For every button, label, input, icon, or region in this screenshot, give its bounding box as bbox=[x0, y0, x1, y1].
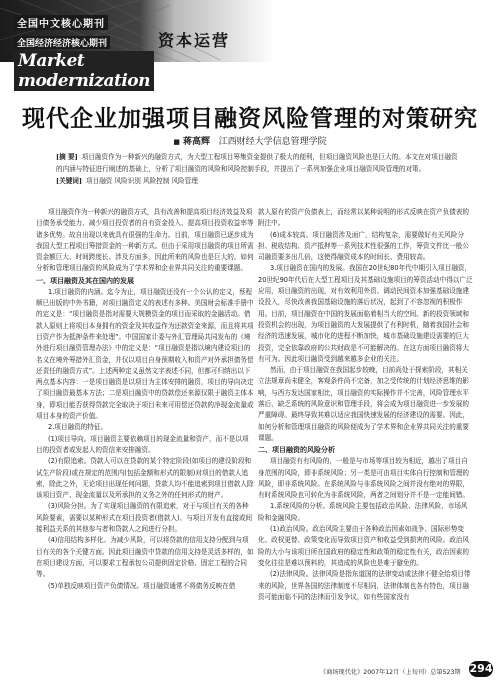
abstract bbox=[56, 151, 461, 175]
paragraph: (3)风险分担。为了实现项目融资的有限追索，对于与项目有关的各种风险要素，需要以某种形式在项目投资者(借款人)、与项目开发有直接或间接利益关系的其他参与者和贷款人之间进行分担。 bbox=[36, 502, 253, 534]
magazine-core-label-2: 全国经济经济核心期刊 bbox=[14, 36, 110, 49]
byline bbox=[0, 134, 500, 147]
journal-footer: 《商场现代化》2007年12月（上旬刊）总第523期 bbox=[320, 669, 461, 676]
magazine-logo bbox=[14, 12, 150, 91]
body-column-left bbox=[36, 207, 255, 592]
subsection-heading: 2.项目融资的特征。 bbox=[48, 423, 108, 432]
section-heading: 二、项目融资的风险分析 bbox=[258, 446, 335, 455]
subsection-heading: 1.项目融资的内涵。迄今为止，项目融资还没有一个公认的定义，蔡程顺已出版的中外书籍，对项目融资定义的表述有多种。美国财会标准手册中的定义是：“项目融资是指对需要大规模资金的项目而采取的金融活动。借款人原则上将项目本身拥有的资金及其收益作为还款资金来源，而且将其项目资产作为抵押条件来处理”。中国国家计委与外汇管理局共同发布的《境外进行项目融资管理办法》中的定义是：“项目融资是指以境内建设项目的名义在境外筹措外汇资金，并仅以项目自身预期收入和资产对外承担债务偿还责任的融资方式”。上述两种定义虽然文字表述不同，但都可归纳出以下两点基本内容：一是项目融资是以项目为主体安排的融资，项目的导向决定了项目融资最基本方法；二是项目融资中的贷款偿还来源仅限于融资主体本身，即项目能否获得贷款完全取决于项目未来可用偿还贷款的净现金流量或项目本身的资产价值。 bbox=[36, 287, 254, 421]
paragraph: (1)政治风险。政治风险主要由于各种政治因素如战争、国际形势变化、政权更替、政策变化而导致项目资产和收益受到损害的风险。政治风险的大小与该项目所在国政府的稳定性和政策的稳定性有关，政治因素的变化往往是难以预料的，其造成的风险也是难于避免的。 bbox=[258, 525, 469, 567]
subsection-heading: 1.系统风险的分析。系统风险主要包括政治风险、法律风险、市场风险和金融风险。 bbox=[258, 502, 468, 522]
paragraph: 款人原有的资产负债表上，而经常以某种说明的形式反映在资产负债表的附注中。 bbox=[258, 208, 469, 228]
paragraph: (5)单独反映项目资产负债情况。项目融资通常不将债务反映在借 bbox=[48, 581, 236, 590]
paragraph: 项目融资有有风险的，一般是与市场等项目较为相近，越出了项目自身范围的风险，即非系统风险；另一类是可由项目实体自行控制和管理的风险，即非系统风险。在系统风险与非系统风险之间并没有绝对的界限，有时系统风险也可转化为非系统风险，两者之间划分并不是一定能间错。 bbox=[258, 457, 469, 500]
paragraph: 然而，由于项目融资在我国起步较晚，目前尚处于探索阶段，其相关立法规章尚未健全，客观条件尚不完备，加之受传统的计划经济思维的影响，与西方发达国家相比，项目融资的实际操作并不完善，风险管理水平落后，缺乏系统的风险意识和管理手段，将会成为项目融资进一步发展的严重障碍。最终导致其难以适应我国快速发展的经济建设的需要。因此，如何分析和管理项目融资的风险便成为了学术界和企业界共同关注的重要课题。 bbox=[258, 366, 469, 442]
body-column-right bbox=[258, 207, 474, 603]
paragraph: (4)信用结构多样化。为减少风险，可以将贷款的信用支持分配到与项目有关的各个关键方面。因此项目融资中贷款的信用支持是灵活多样的，如在项目建设方面，可以要求工程承包公司提供固定价格、固定工程的合同等。 bbox=[36, 536, 254, 579]
keywords bbox=[56, 175, 461, 187]
keywords-label: [关键词] bbox=[56, 177, 83, 185]
abstract-label: [摘 要] bbox=[56, 153, 78, 161]
section-heading: 一、项目融资及其在国内的发展 bbox=[36, 276, 134, 285]
paragraph: (1)项目导向。项目融资主要依赖项目的现金流量和资产，而不是以项目的投资者或发起人的资信来安排融资。 bbox=[36, 434, 249, 454]
author-affiliation: 江西财经大学信息管理学院 bbox=[218, 137, 327, 147]
abstract-text: 项目融资作为一种新兴的融资方式，为大型工程项目筹集资金提供了极大的便利，但项目融资风险也是巨大的。本文在对项目融资的内涵与特征进行阐述的基础上，分析了项目融资的风险和风险控制手段，并提出了一系列加强企业项目融资风险管理的对策。 bbox=[56, 153, 458, 173]
keywords-text: 项目融资 风险识别 风险控制 风险管理 bbox=[86, 177, 198, 185]
subsection-heading: 3.项目融资在国内的发展。我国在20世纪80年代中期引入项目融资，20世纪90年代后在大型工程项目及其基础设施项目的筹资活动中得以广泛应用，项目融资的出现，对有效利用外资、调动民间资本加强基础设施建设投入，尽快改善我国基础设施的落后状况，起到了不容忽视的积极作用。目前，项目融资在中国的发展面临着相当大的空间。新的投资领域和投资机会的出现，为项目融资的大发展提供了有利时机，随着我国社会和经济的迅速发展，城市化的进程不断加快，城市基础设施建设需要的巨大投资，完全依靠政府的公共财政是不可能解决的。在这方面项目融资将大有可为。因此项目融资受到越来越多企业的关注。 bbox=[258, 264, 473, 363]
paragraph: (6)成本较高。项目融资涉及面广，结构复杂，需要做好有关风险分担、税收结构、资产抵押等一系列技术性很强的工作，筹资文件比一般公司融资要多出几倍，这使得融资成本的时间长、费用较高。 bbox=[258, 230, 469, 262]
magazine-header bbox=[0, 0, 500, 91]
paragraph: (2)法律风险。法律风险是指东道国的法律变动或法律不健全给项目带来的风险，世界各国的法律制度不尽相同，法律体制也各有特色，项目融资可能面临不同的法律而引发争议，如有些国家没有 bbox=[258, 570, 471, 601]
article-title: 现代企业加强项目融资风险管理的对策研究 bbox=[22, 106, 478, 132]
page-number: 294 bbox=[469, 662, 493, 675]
section-tag: 资本运营 bbox=[158, 31, 231, 50]
magazine-name-en: Market modernization bbox=[14, 51, 154, 91]
abstract-block bbox=[56, 151, 461, 187]
paragraph: 项目融资作为一种新兴的融资方式，具有改善和提高项目经济效益及项目债务承受能力、减少项目投资者的自有资金投入、提高项目投资收益率等诸多优势。故自出现以来就具有很强的生命力。目前，项目融资已逐步成为我国大型工程项目筹措资金的一种新方式。但由于采用项目融资的项目所需资金额巨大、时间跨度长、涉及方面多，因此所来的风险也是巨大的。如何分析和管理项目融资的风险成为了学术界和企业界共同关注的重要课题。 bbox=[36, 208, 254, 273]
author-name: 蒋高辉 bbox=[183, 137, 211, 147]
paragraph: (2)有限追索。贷款人可以在贷款的某个特定阶段(如项目的建设阶段和试生产阶段)或在规定的范围内(包括金额和形式的限制)对项目的借款人追索，除此之外，无论项目出现任何问题，贷款人均不能追索到项目借款人除该项目资产、现金流量以及所承担的义务之外的任何形式的财产。 bbox=[36, 457, 254, 500]
author-bullet-icon: ■ bbox=[173, 138, 180, 146]
magazine-core-label: 全国中文核心期刊 bbox=[14, 15, 108, 30]
